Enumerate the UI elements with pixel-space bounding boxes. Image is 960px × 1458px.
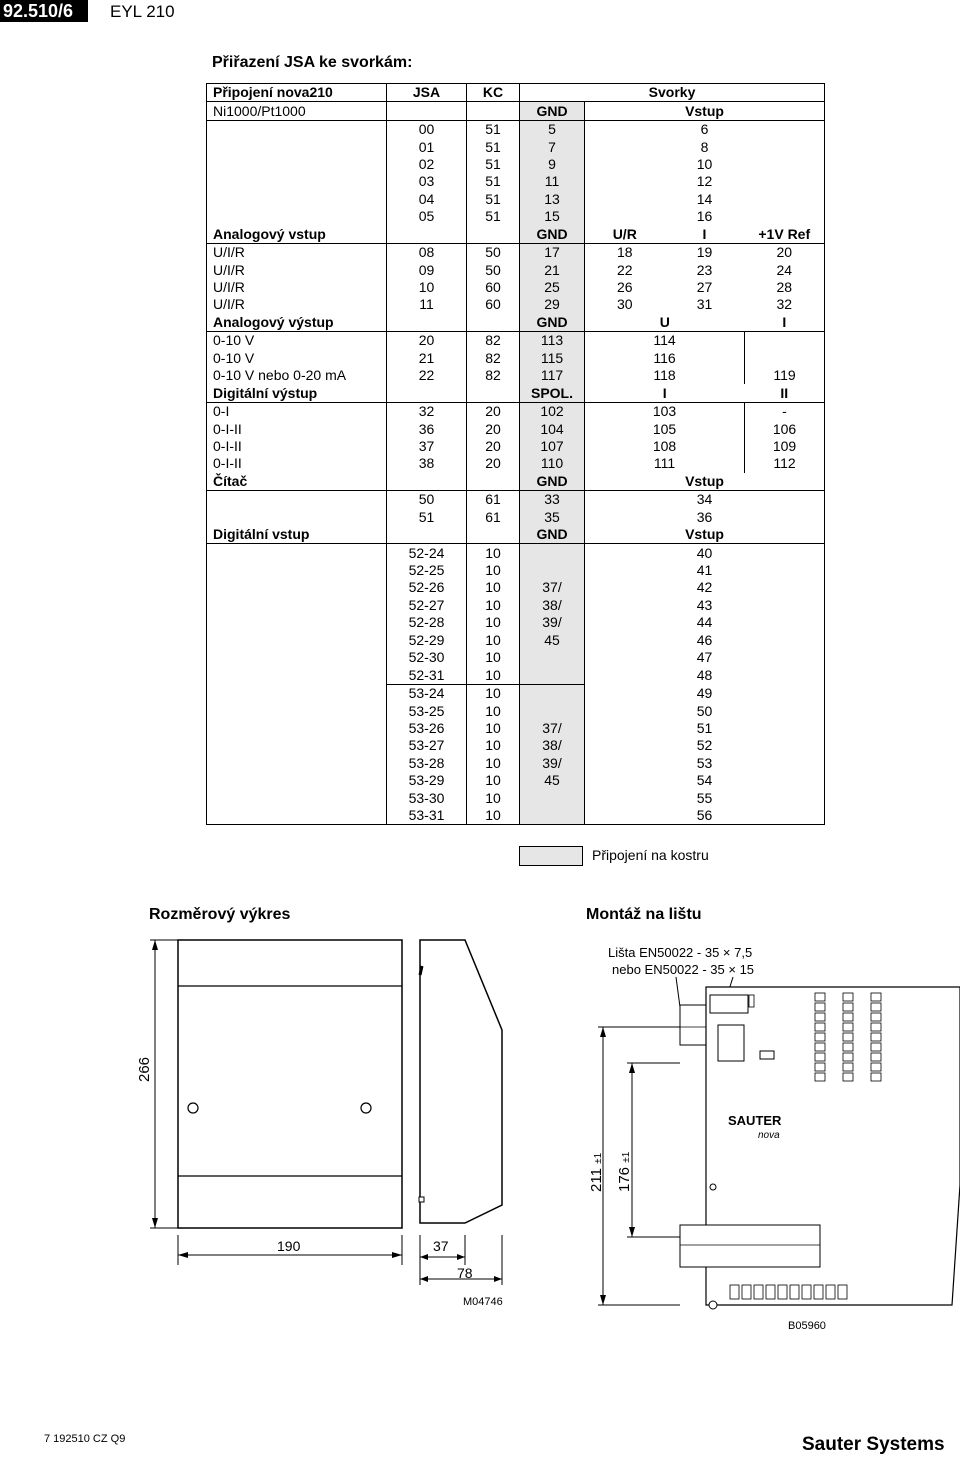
jsa-cell: 36 [387,420,467,437]
jsa-cell: 04 [387,191,467,208]
kc-cell: 82 [467,367,520,384]
row-label [207,544,387,562]
jsa-cell: 10 [387,279,467,296]
jsa-cell: 52-27 [387,597,467,614]
section-label: Digitální vstup [207,526,387,544]
section-header-row [207,384,825,402]
table-row [207,807,825,825]
terminal-cell: 6 [585,120,825,138]
jsa-cell: 08 [387,243,467,261]
jsa-cell: 51 [387,509,467,526]
table-cell [387,102,467,120]
row-label [207,684,387,702]
gnd-cell: 17 [520,243,585,261]
row-label [207,666,387,684]
footer-code: 7 192510 CZ Q9 [44,1433,126,1445]
table-row [207,455,825,472]
gnd-cell: 9 [520,156,585,173]
table-cell [387,226,467,244]
table-row [207,296,825,313]
terminal-cell: 22 [616,261,633,278]
jsa-cell: 53-29 [387,772,467,789]
terminal-cell: 43 [585,597,825,614]
terminal-cell: 47 [585,649,825,666]
table-row [207,350,825,367]
row-label: 0-10 V [207,350,387,367]
jsa-cell: 32 [387,402,467,420]
jsa-cell: 02 [387,156,467,173]
table-row [207,191,825,208]
gnd-cell: 29 [520,296,585,313]
kc-cell: 51 [467,120,520,138]
table-cell [467,102,520,120]
jsa-cell: 21 [387,350,467,367]
table-row [207,702,825,719]
kc-cell: 51 [467,173,520,190]
gnd-cell: 25 [520,279,585,296]
gnd-cell: 110 [520,455,585,472]
gnd-cell [520,544,585,562]
gnd-cell: 113 [520,332,585,350]
terminal-cell: 103 [585,402,745,420]
kc-cell: 51 [467,208,520,225]
terminal-cell: 46 [585,632,825,649]
column-header: Připojení nova210 [207,84,387,102]
table-row [207,156,825,173]
table-row [207,632,825,649]
gnd-cell: 38/ [520,737,585,754]
dim-211-label: 211 ±1 [588,1152,605,1192]
terminal-cell: 30 [616,296,633,313]
kc-cell: 10 [467,597,520,614]
row-label [207,208,387,225]
table-row [207,755,825,772]
terminal-cell: 36 [585,509,825,526]
table-cell [387,526,467,544]
section-head: GND [520,102,585,120]
jsa-cell: 52-31 [387,666,467,684]
table-row [207,772,825,789]
kc-cell: 51 [467,156,520,173]
row-label [207,156,387,173]
kc-cell: 10 [467,632,520,649]
table-cell [467,473,520,491]
row-label: U/I/R [207,279,387,296]
terminal-cell: 53 [585,755,825,772]
terminal-cell: 14 [585,191,825,208]
row-label [207,191,387,208]
section-head: I [665,226,745,244]
jsa-cell: 53-31 [387,807,467,825]
gnd-cell [520,807,585,825]
row-label [207,614,387,631]
terminal-cell: 51 [585,720,825,737]
terminal-cell: 48 [585,666,825,684]
row-label [207,597,387,614]
gnd-cell: 35 [520,509,585,526]
section-label: Analogový výstup [207,314,387,332]
column-header: Svorky [520,84,825,102]
table-row [207,420,825,437]
table-cell [387,314,467,332]
section-header-row [207,226,825,244]
terminal-cell: - [745,402,825,420]
table-title: Přiřazení JSA ke svorkám: [212,54,413,71]
section-head: Vstup [585,102,825,120]
jsa-cell: 52-24 [387,544,467,562]
row-label: U/I/R [207,243,387,261]
gnd-cell: 45 [520,632,585,649]
kc-cell: 10 [467,684,520,702]
table-row [207,544,825,562]
gnd-cell: 107 [520,438,585,455]
table-row [207,579,825,596]
table-row [207,332,825,350]
terminal-cell: 108 [585,438,745,455]
side-view [420,940,502,1223]
terminal-cell: 119 [745,367,825,384]
jsa-cell: 53-24 [387,684,467,702]
gnd-cell [520,649,585,666]
terminal-assignment-table [206,83,825,825]
table-row [207,208,825,225]
jsa-cell: 53-27 [387,737,467,754]
table-cell [467,226,520,244]
terminal-cell: 19 [696,244,713,261]
mounting-hole-right [361,1103,371,1113]
jsa-cell: 52-30 [387,649,467,666]
drawing-id-b: B05960 [788,1320,826,1332]
section-head: Vstup [585,526,825,544]
table-row [207,438,825,455]
section-head: I [745,314,825,332]
product-logo: nova [758,1130,780,1141]
gnd-cell: 45 [520,772,585,789]
section-head: II [745,384,825,402]
jsa-cell: 03 [387,173,467,190]
section-header-row [207,314,825,332]
row-label: 0-I-II [207,455,387,472]
section-label: Čítač [207,473,387,491]
terminal-cell: 106 [745,420,825,437]
jsa-cell: 00 [387,120,467,138]
column-header: KC [467,84,520,102]
row-label: U/I/R [207,261,387,278]
gnd-cell: 117 [520,367,585,384]
section-head: GND [520,314,585,332]
kc-cell: 20 [467,420,520,437]
kc-cell: 20 [467,438,520,455]
table-cell [387,384,467,402]
gnd-cell: 37/ [520,579,585,596]
gnd-cell: 13 [520,191,585,208]
kc-cell: 10 [467,755,520,772]
gnd-cell: 21 [520,261,585,278]
terminal-cell: 111 [585,455,745,472]
kc-cell: 10 [467,666,520,684]
rail-spec-line1: Lišta EN50022 - 35 × 7,5 [608,945,753,960]
terminal-cell: 34 [585,491,825,509]
terminal-cell: 42 [585,579,825,596]
terminal-cell: 112 [745,455,825,472]
table-row [207,279,825,296]
terminal-cell: 24 [745,261,825,278]
jsa-cell: 52-26 [387,579,467,596]
table-row [207,367,825,384]
row-label [207,509,387,526]
table-row [207,649,825,666]
height-label: 266 [136,1056,153,1082]
dim-176-label: 176 ±1 [616,1151,633,1192]
jsa-cell: 05 [387,208,467,225]
table-cell [467,384,520,402]
row-label [207,737,387,754]
terminal-cell: 44 [585,614,825,631]
section-head: SPOL. [520,384,585,402]
terminal-cell: 118 [585,367,745,384]
terminal-cell: 114 [585,332,745,350]
jsa-cell: 53-25 [387,702,467,719]
row-label [207,632,387,649]
terminal-cell: 10 [585,156,825,173]
table-row [207,597,825,614]
table-row [207,120,825,138]
terminal-cell [745,332,825,350]
kc-cell: 10 [467,614,520,631]
gnd-cell: 39/ [520,614,585,631]
jsa-cell: 11 [387,296,467,313]
kc-cell: 10 [467,649,520,666]
gnd-cell: 5 [520,120,585,138]
dimension-drawing-title: Rozměrový výkres [149,906,291,923]
table-row [207,614,825,631]
section-head: GND [520,226,585,244]
kc-cell: 82 [467,332,520,350]
table-row [207,720,825,737]
terminal-cell: 32 [745,296,825,313]
section-header-row [207,102,825,120]
kc-cell: 10 [467,790,520,807]
row-label [207,138,387,155]
gnd-cell [520,684,585,702]
table-row [207,402,825,420]
terminal-cell: 49 [585,684,825,702]
terminal-cell: 40 [585,544,825,562]
terminal-cell: 26 [616,279,633,296]
section-head: Vstup [585,473,825,491]
kc-cell: 20 [467,455,520,472]
jsa-cell: 09 [387,261,467,278]
row-label [207,562,387,579]
jsa-cell: 53-26 [387,720,467,737]
row-label [207,579,387,596]
kc-cell: 10 [467,579,520,596]
gnd-cell: 38/ [520,597,585,614]
table-row [207,684,825,702]
gnd-cell: 11 [520,173,585,190]
row-label [207,649,387,666]
terminal-cell: 28 [745,279,825,296]
table-row [207,173,825,190]
table-cell [467,314,520,332]
section-head: U [585,314,745,332]
jsa-cell: 52-29 [387,632,467,649]
row-label [207,807,387,825]
dimension-drawing [120,935,520,1315]
gnd-cell: 7 [520,138,585,155]
row-label: 0-10 V [207,332,387,350]
row-label [207,173,387,190]
section-label: Digitální výstup [207,384,387,402]
table-row [207,138,825,155]
table-row [207,491,825,509]
jsa-cell: 53-28 [387,755,467,772]
terminal-cell: 16 [585,208,825,225]
table-row [207,562,825,579]
row-label: 0-10 V nebo 0-20 mA [207,367,387,384]
jsa-cell: 50 [387,491,467,509]
terminal-cell: 8 [585,138,825,155]
gnd-cell: 102 [520,402,585,420]
jsa-cell: 52-28 [387,614,467,631]
jsa-cell: 22 [387,367,467,384]
kc-cell: 10 [467,544,520,562]
terminal-cell: 12 [585,173,825,190]
gnd-cell [520,562,585,579]
terminal-cell: 109 [745,438,825,455]
kc-cell: 61 [467,509,520,526]
kc-cell: 10 [467,720,520,737]
depth-label-78: 78 [457,1265,473,1281]
row-label [207,491,387,509]
kc-cell: 10 [467,562,520,579]
section-head: GND [520,473,585,491]
front-view [178,940,402,1228]
drawing-id-m: M04746 [463,1296,503,1308]
terminal-cell: 54 [585,772,825,789]
jsa-cell: 53-30 [387,790,467,807]
row-label [207,790,387,807]
terminal-cell: 18 [616,244,633,261]
page-header [0,0,960,22]
table-row [207,666,825,684]
kc-cell: 10 [467,737,520,754]
table-cell [387,473,467,491]
mounting-drawing [580,975,960,1335]
mounting-hole-left [188,1103,198,1113]
kc-cell: 10 [467,772,520,789]
row-label: 0-I-II [207,420,387,437]
depth-label-37: 37 [433,1238,449,1254]
table-header-row [207,84,825,102]
kc-cell: 60 [467,296,520,313]
terminal-cell: 52 [585,737,825,754]
section-header-row [207,473,825,491]
section-head: U/R [585,226,665,244]
terminal-cell: 23 [696,261,713,278]
row-label [207,702,387,719]
kc-cell: 61 [467,491,520,509]
gnd-cell [520,666,585,684]
brand-logo: SAUTER [728,1113,782,1128]
row-label [207,755,387,772]
row-label [207,720,387,737]
terminal-cell: 20 [745,243,825,261]
table-row [207,261,825,278]
terminal-cell: 27 [696,279,713,296]
section-head: I [585,384,745,402]
terminal-cell: 116 [585,350,745,367]
mounting-title: Montáž na lištu [586,906,702,923]
terminal-cell: 55 [585,790,825,807]
terminal-cell [745,350,825,367]
section-label: Ni1000/Pt1000 [207,102,387,120]
column-header: JSA [387,84,467,102]
legend-label: Připojení na kostru [592,847,709,863]
kc-cell: 60 [467,279,520,296]
jsa-cell: 38 [387,455,467,472]
gnd-cell: 39/ [520,755,585,772]
jsa-cell: 20 [387,332,467,350]
gnd-cell: 37/ [520,720,585,737]
document-number: 92.510/6 [0,0,88,22]
kc-cell: 10 [467,702,520,719]
gnd-cell: 33 [520,491,585,509]
table-row [207,243,825,261]
row-label [207,772,387,789]
rail-spec-line2: nebo EN50022 - 35 × 15 [612,962,755,977]
row-label: 0-I-II [207,438,387,455]
row-label: U/I/R [207,296,387,313]
gnd-cell [520,702,585,719]
gnd-cell [520,790,585,807]
jsa-cell: 52-25 [387,562,467,579]
section-head: GND [520,526,585,544]
terminal-cell: 41 [585,562,825,579]
kc-cell: 10 [467,807,520,825]
jsa-cell: 01 [387,138,467,155]
jsa-cell: 37 [387,438,467,455]
kc-cell: 82 [467,350,520,367]
terminal-cell: 50 [585,702,825,719]
width-label: 190 [277,1238,301,1254]
terminal-cell: 56 [585,807,825,825]
gnd-cell: 15 [520,208,585,225]
table-row [207,509,825,526]
model-name: EYL 210 [110,2,175,21]
section-label: Analogový vstup [207,226,387,244]
kc-cell: 50 [467,243,520,261]
table-cell [467,526,520,544]
section-header-row [207,526,825,544]
table-row [207,737,825,754]
kc-cell: 20 [467,402,520,420]
gnd-cell: 115 [520,350,585,367]
gnd-cell: 104 [520,420,585,437]
footer-company: Sauter Systems [802,1434,945,1455]
table-row [207,790,825,807]
row-label [207,120,387,138]
legend-swatch [519,846,583,866]
kc-cell: 51 [467,138,520,155]
terminal-cell: 31 [696,296,713,313]
terminal-cell: 105 [585,420,745,437]
kc-cell: 50 [467,261,520,278]
section-head: +1V Ref [745,226,825,244]
kc-cell: 51 [467,191,520,208]
row-label: 0-I [207,402,387,420]
